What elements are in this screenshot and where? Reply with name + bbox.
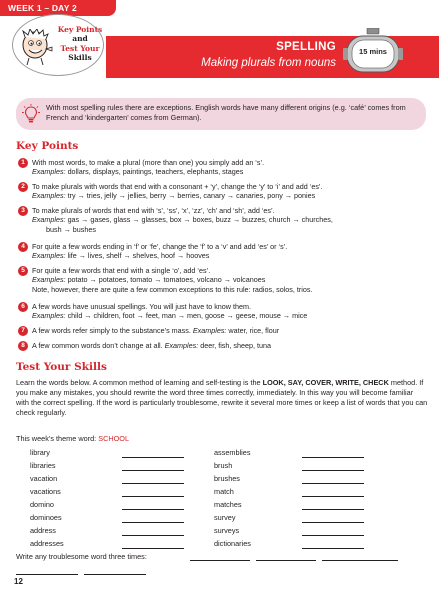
word-row <box>30 500 428 513</box>
spelling-word: matches <box>214 500 242 509</box>
answer-line[interactable] <box>302 509 364 510</box>
number-badge: 5 <box>18 266 28 276</box>
page-number: 12 <box>14 577 23 586</box>
examples: Examples: try → tries, jelly → jellies, berry → berries, canary → canaries, pony → ponies <box>32 191 316 201</box>
spelling-word: vacation <box>30 474 58 483</box>
rule-text: To make plurals of words that end with ‘s’, ‘ss’, ‘x’, ‘zz’, ‘ch’ and ‘sh’, add ‘es’. <box>32 206 275 215</box>
word-row <box>30 513 428 526</box>
number-badge: 2 <box>18 182 28 192</box>
week-label: WEEK 1 – DAY 2 <box>8 3 77 13</box>
answer-line[interactable] <box>122 535 184 536</box>
spelling-word: libraries <box>30 461 56 470</box>
spelling-word: match <box>214 487 234 496</box>
spelling-word: library <box>30 448 50 457</box>
spelling-word: addresses <box>30 539 64 548</box>
badge-line-3: Test Your <box>60 43 100 53</box>
key-point-2 <box>18 182 428 201</box>
answer-line[interactable] <box>302 483 364 484</box>
badge-line-4: Skills <box>68 53 92 63</box>
answer-line[interactable] <box>122 548 184 549</box>
examples: Examples: dollars, displays, paintings, teachers, elephants, stages <box>32 167 244 177</box>
spelling-word: brushes <box>214 474 240 483</box>
tip-text: With most spelling rules there are exceptions. English words have many different origins (e.g. ‘café’ comes from French and ‘kindergarten’ comes from German). <box>46 103 406 122</box>
badge-line-1: Key Points <box>57 25 103 34</box>
answer-line[interactable] <box>122 457 184 458</box>
examples: Examples: life → lives, shelf → shelves, hoof → hooves <box>32 251 210 261</box>
answer-line[interactable] <box>302 496 364 497</box>
examples: Examples: child → children, foot → feet, man → men, goose → geese, mouse → mice <box>32 311 308 321</box>
spelling-word: vacations <box>30 487 61 496</box>
page-subtitle: Making plurals from nouns <box>201 57 336 69</box>
number-badge: 4 <box>18 242 28 252</box>
key-point-3 <box>18 206 428 234</box>
rule-text: With most words, to make a plural (more than one) you simply add an ‘s’. <box>32 158 265 167</box>
rule-text: For quite a few words ending in ‘f’ or ‘fe’, change the ‘f’ to a ‘v’ and add ‘es’ or ‘s’. <box>32 242 288 251</box>
lightbulb-icon <box>22 104 40 124</box>
troublesome-label: Write any troublesome word three times: <box>16 552 147 561</box>
answer-line[interactable] <box>256 560 316 561</box>
key-point-1 <box>18 158 428 177</box>
word-row <box>30 448 428 461</box>
answer-line[interactable] <box>322 560 398 561</box>
spelling-word: address <box>30 526 56 535</box>
theme-word-line: This week’s theme word: SCHOOL <box>16 434 130 443</box>
word-row <box>30 487 428 500</box>
spelling-word: brush <box>214 461 233 470</box>
spelling-word: surveys <box>214 526 240 535</box>
key-point-8 <box>18 341 428 350</box>
number-badge: 1 <box>18 158 28 168</box>
rule-text: For quite a few words that end with a single ‘o’, add ‘es’. <box>32 266 211 275</box>
answer-line[interactable] <box>84 574 146 575</box>
answer-line[interactable] <box>302 457 364 458</box>
number-badge: 7 <box>18 326 28 336</box>
answer-line[interactable] <box>16 574 78 575</box>
key-point-6 <box>18 302 428 321</box>
answer-line[interactable] <box>302 535 364 536</box>
answer-line[interactable] <box>122 509 184 510</box>
test-intro: Learn the words below. A common method of learning and self-testing is the LOOK, SAY, COVER, WRITE, CHECK method. If you make any mistakes, you should rewrite the word three times correctly, immediately. In this way you will become familiar with the correct spelling. If the word is particularly troublesome, rewrite it several more times or keep a list of words that you can check regularly. <box>16 378 428 417</box>
badge-text <box>57 25 103 63</box>
cartoon-boy-icon <box>19 29 53 65</box>
tip-box <box>16 98 426 130</box>
answer-line[interactable] <box>122 470 184 471</box>
badge-line-2: and <box>72 34 88 44</box>
spelling-word: dictionaries <box>214 539 251 548</box>
key-points-heading: Key Points <box>16 140 79 152</box>
theme-word: SCHOOL <box>98 434 130 443</box>
word-row <box>30 526 428 539</box>
test-skills-heading: Test Your Skills <box>16 361 107 373</box>
rule-text: A few words have unusual spellings. You will just have to know them. <box>32 302 251 311</box>
exception-note: Note, however, there are quite a few common exceptions to this rule: radios, solos, trios. <box>32 284 313 294</box>
answer-line[interactable] <box>122 522 184 523</box>
examples-continued: bush → bushes <box>46 224 96 234</box>
examples: Examples: potato → potatoes, tomato → tomatoes, volcano → volcanoes <box>32 275 266 285</box>
key-points-badge <box>12 14 104 76</box>
examples: Examples: gas → gases, glass → glasses, box → boxes, buzz → buzzes, church → churches, <box>32 215 333 225</box>
spelling-word: assemblies <box>214 448 251 457</box>
answer-line[interactable] <box>122 496 184 497</box>
number-badge: 8 <box>18 341 28 351</box>
word-row <box>30 461 428 474</box>
spelling-word: dominoes <box>30 513 62 522</box>
word-list <box>30 448 428 552</box>
answer-line[interactable] <box>302 548 364 549</box>
key-point-7 <box>18 326 428 335</box>
rule-text: To make plurals with words that end with a consonant + ‘y’, change the ‘y’ to ‘i’ and add ‘es’. <box>32 182 323 191</box>
spelling-word: survey <box>214 513 236 522</box>
answer-line[interactable] <box>302 470 364 471</box>
number-badge: 3 <box>18 206 28 216</box>
spelling-word: domino <box>30 500 54 509</box>
rule-text: A few common words don’t change at all. Examples: deer, fish, sheep, tuna <box>32 341 271 350</box>
word-row <box>30 474 428 487</box>
word-row <box>30 539 428 552</box>
rule-text: A few words refer simply to the substance’s mass. Examples: water, rice, flour <box>32 326 280 335</box>
answer-line[interactable] <box>302 522 364 523</box>
key-point-5 <box>18 266 428 294</box>
timer-label: 15 mins <box>359 47 387 56</box>
key-point-4 <box>18 242 428 261</box>
answer-line[interactable] <box>122 483 184 484</box>
answer-line[interactable] <box>190 560 250 561</box>
number-badge: 6 <box>18 302 28 312</box>
page-title: SPELLING <box>276 41 336 53</box>
